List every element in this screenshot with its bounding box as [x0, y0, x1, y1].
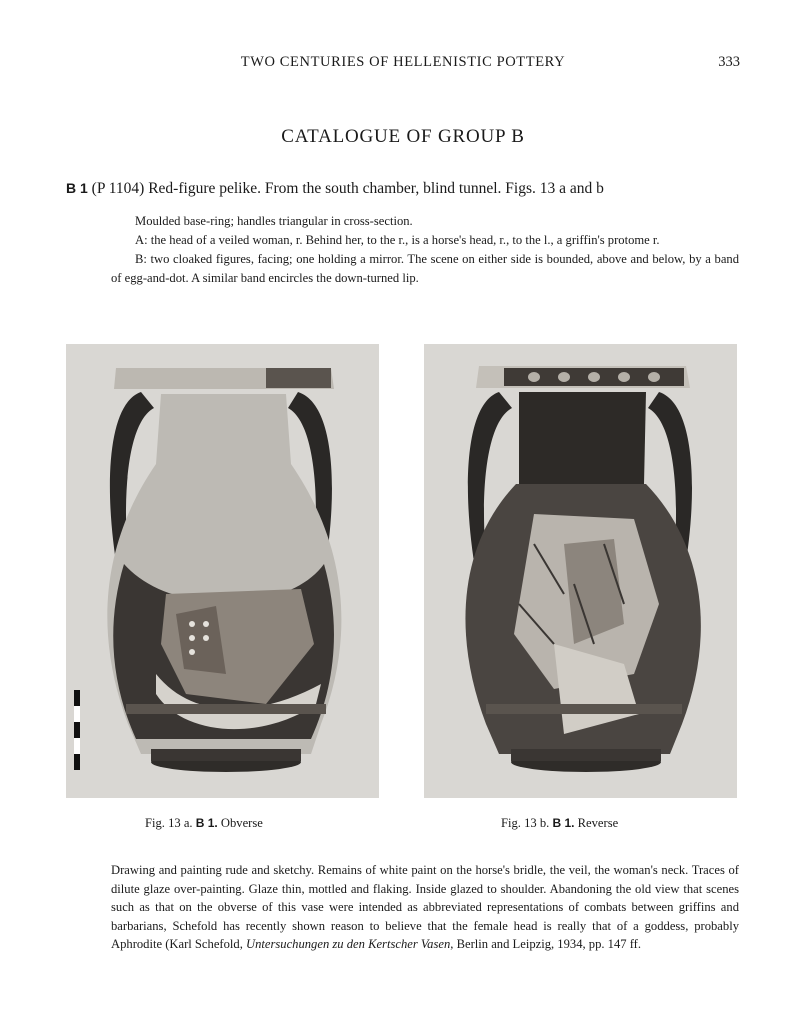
figure-13a-caption	[145, 816, 263, 831]
commentary-text-a: Drawing and painting rude and sketchy. Remains of white paint on the horse's bridle, the veil, the woman's neck. Traces of dilute glaze over-painting. Glaze thin, mottled and flaking. Inside glazed to shoulder. Abandoning the old view that scenes such as that on the obverse of this vase were intended as abbreviated representations of combats between griffins and barbarians, Schefold has recently shown reason to believe that the female head is really that of a goddess, probably Aphrodite (Karl Schefold,	[111, 863, 739, 952]
figure-13a-id: B 1.	[195, 816, 218, 830]
entry-heading-text: (P 1104) Red-figure pelike. From the south chamber, blind tunnel. Figs. 13 a and b	[91, 180, 604, 197]
vase-reverse-image	[424, 344, 737, 798]
description-line-1: Moulded base-ring; handles triangular in cross-section.	[135, 214, 413, 228]
running-head: TWO CENTURIES OF HELLENISTIC POTTERY	[240, 54, 566, 70]
figure-13b-number: Fig. 13 b.	[501, 816, 550, 830]
commentary-paragraph	[111, 861, 739, 954]
catalogue-entry-heading	[66, 180, 742, 198]
figure-13a-photo	[66, 344, 379, 798]
scale-bar	[74, 690, 80, 770]
figure-13a-label: Obverse	[220, 816, 263, 830]
figure-13b-id: B 1.	[552, 816, 575, 830]
figure-13b-label: Reverse	[577, 816, 619, 830]
commentary-text-b: , Berlin and Leipzig, 1934, pp. 147 ff.	[450, 937, 642, 952]
entry-description	[111, 212, 739, 288]
entry-id: B 1	[66, 180, 88, 196]
description-line-2: A: the head of a veiled woman, r. Behind her, to the r., is a horse's head, r., to the l., a griffin's protome r.	[135, 233, 660, 247]
figure-13b-caption	[501, 816, 618, 831]
description-line-3: B: two cloaked figures, facing; one holding a mirror. The scene on either side is bounded, above and below, by a band of egg-and-dot. A similar band encircles the down-turned lip.	[111, 252, 739, 285]
section-title: CATALOGUE OF GROUP B	[281, 126, 525, 147]
figure-13b-photo	[424, 344, 737, 798]
cited-book-title: Untersuchungen zu den Kertscher Vasen	[246, 937, 451, 952]
page-number: 333	[718, 54, 740, 70]
figure-13a-number: Fig. 13 a.	[145, 816, 193, 830]
vase-obverse-image	[66, 344, 379, 798]
